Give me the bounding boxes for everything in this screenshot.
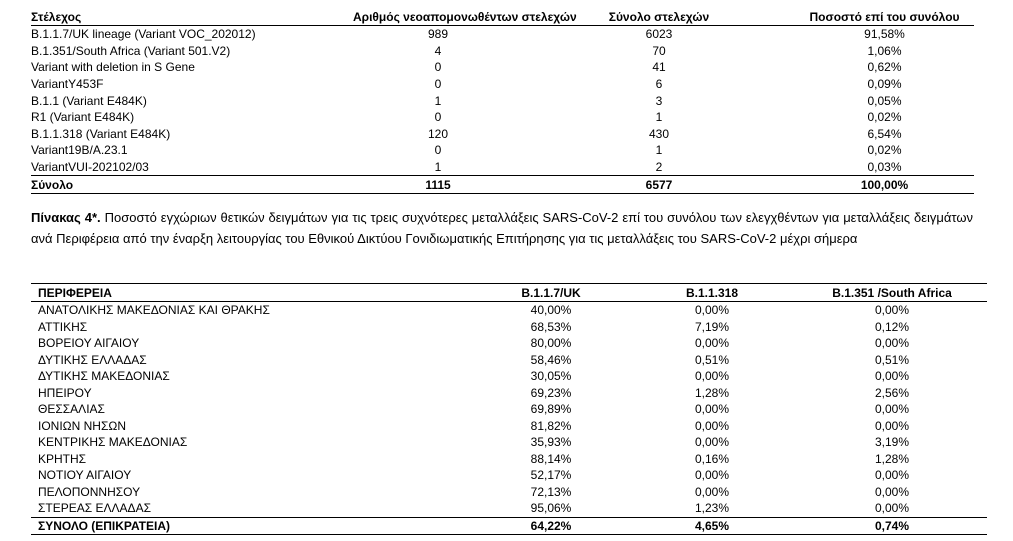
table-cell: 6023 (645, 27, 673, 42)
table-cell: 0,00% (874, 303, 910, 318)
table-cell: 7,19% (694, 319, 730, 334)
table-cell: 120 (427, 126, 449, 141)
table-cell: VariantY453F (31, 77, 104, 92)
table-cell: 6,54% (867, 126, 902, 141)
column-header-new-isolates: Αριθμός νεοαπομονωθέντων στελεχών (353, 9, 577, 24)
table-cell: 0,51% (874, 352, 910, 367)
table-cell: 1 (655, 143, 663, 158)
table-cell: 70 (652, 43, 666, 58)
total-cell: 4,65% (627, 517, 797, 535)
table-row (31, 109, 974, 126)
table-row (31, 385, 987, 402)
table-cell: 72,13% (530, 484, 572, 499)
column-header-b117: B.1.1.7/UK (475, 284, 627, 302)
table-cell: 30,05% (530, 369, 572, 384)
column-header-total-strains: Σύνολο στελεχών (523, 8, 795, 26)
table-row (31, 302, 987, 319)
table-cell: ΔΥΤΙΚΗΣ ΜΑΚΕΔΟΝΙΑΣ (38, 369, 170, 384)
table-cell: ΝΟΤΙΟΥ ΑΙΓΑΙΟΥ (38, 468, 132, 483)
total-row (31, 517, 987, 535)
table-row (31, 368, 987, 385)
table-cell: 35,93% (530, 435, 572, 450)
table-cell: 88,14% (530, 451, 572, 466)
table-cell: 1 (655, 110, 663, 125)
table-cell: 0,03% (867, 160, 902, 175)
table-cell: 80,00% (530, 336, 572, 351)
total-cell: 64,22% (475, 517, 627, 535)
regions-table (31, 283, 987, 535)
table-cell: ΗΠΕΙΡΟΥ (38, 385, 92, 400)
table-cell: B.1.1.7/UK lineage (Variant VOC_202012) (31, 27, 256, 42)
table-cell: 0,00% (694, 468, 730, 483)
table-cell: R1 (Variant E484K) (31, 110, 135, 125)
table-cell: 0,02% (867, 143, 902, 158)
table-cell: Variant with deletion in S Gene (31, 60, 195, 75)
table-row (31, 352, 987, 369)
column-header-strain: Στέλεχος (31, 8, 353, 26)
table-cell: 0,00% (694, 336, 730, 351)
table-row (31, 319, 987, 336)
table-cell: 0,00% (874, 336, 910, 351)
table-cell: 1 (434, 160, 442, 175)
table-row (31, 467, 987, 484)
table-cell: 91,58% (864, 27, 905, 42)
table-cell: 1,23% (694, 501, 730, 516)
table-cell: 0,00% (694, 484, 730, 499)
table-cell: 0 (434, 77, 442, 92)
table-cell: VariantVUI-202102/03 (31, 160, 149, 175)
table-cell: 69,23% (530, 385, 572, 400)
table-cell: B.1.1 (Variant E484K) (31, 93, 147, 108)
table-cell: 0,12% (874, 319, 910, 334)
table-cell: 3,19% (874, 435, 910, 450)
table-cell: 989 (427, 27, 449, 42)
table-cell: 69,89% (530, 402, 572, 417)
table-cell: 0,00% (874, 484, 910, 499)
table-cell: 0 (434, 110, 442, 125)
table-row (31, 59, 974, 76)
caption-text: Ποσοστό εγχώριων θετικών δειγμάτων για τις τρεις συχνότερες μεταλλάξεις SARS-CoV-2 επί του συνόλου των ελεγχθέντων για μεταλλάξεις δειγμάτων ανά Περιφέρεια από την έναρξη λειτουργίας του Εθνικού Δικτύου Γονιδιωματικής Επιτήρησης για τις μεταλλάξεις του SARS-CoV-2 μέχρι σήμερα (31, 210, 973, 246)
table-cell: 430 (648, 126, 670, 141)
regions-table-body (31, 302, 987, 535)
table-cell: 52,17% (530, 468, 572, 483)
total-cell: 1115 (353, 176, 523, 194)
table-cell: 0,02% (867, 110, 902, 125)
table-cell: 81,82% (530, 418, 572, 433)
table-header-row (31, 8, 974, 26)
column-header-b1351: B.1.351 /South Africa (797, 284, 987, 302)
table-cell: 6 (655, 77, 663, 92)
table-cell: 1,06% (867, 43, 902, 58)
table-caption (31, 207, 973, 249)
table-cell: 0,00% (874, 369, 910, 384)
total-cell: 6577 (523, 176, 795, 194)
column-header-b11318: B.1.1.318 (627, 284, 797, 302)
table-row (31, 418, 987, 435)
total-cell: ΣΥΝΟΛΟ (ΕΠΙΚΡΑΤΕΙΑ) (31, 517, 475, 535)
table-cell: 68,53% (530, 319, 572, 334)
table-row (31, 43, 974, 60)
column-header-region: ΠΕΡΙΦΕΡΕΙΑ (31, 284, 475, 302)
total-cell: 0,74% (797, 517, 987, 535)
table-cell: ΠΕΛΟΠΟΝΝΗΣΟΥ (38, 484, 141, 499)
table-cell: 0,00% (694, 303, 730, 318)
table-cell: 0,00% (874, 402, 910, 417)
table-cell: ΙΟΝΙΩΝ ΝΗΣΩΝ (38, 418, 127, 433)
table-cell: 0,00% (874, 418, 910, 433)
table-row (31, 451, 987, 468)
table-row (31, 484, 987, 501)
total-cell: 100,00% (795, 176, 974, 194)
table-row (31, 401, 987, 418)
table-cell: 1,28% (874, 451, 910, 466)
table-row (31, 92, 974, 109)
variants-table (31, 8, 974, 194)
table-cell: ΑΝΑΤΟΛΙΚΗΣ ΜΑΚΕΔΟΝΙΑΣ ΚΑΙ ΘΡΑΚΗΣ (38, 303, 270, 318)
table-cell: 41 (652, 60, 666, 75)
table-row (31, 126, 974, 143)
column-header-percentage: Ποσοστό επί του συνόλου (795, 8, 974, 26)
caption-label: Πίνακας 4*. (31, 210, 101, 225)
table-cell: ΚΡΗΤΗΣ (38, 451, 87, 466)
table-row (31, 142, 974, 159)
table-cell: 40,00% (530, 303, 572, 318)
table-cell: 3 (655, 93, 663, 108)
table-cell: 0,00% (694, 418, 730, 433)
table-cell: ΘΕΣΣΑΛΙΑΣ (38, 402, 105, 417)
table-cell: Variant19B/A.23.1 (31, 143, 128, 158)
table-cell: 0 (434, 60, 442, 75)
table-row (31, 26, 974, 43)
table-row (31, 434, 987, 451)
table-row (31, 335, 987, 352)
table-cell: 58,46% (530, 352, 572, 367)
table-cell: ΒΟΡΕΙΟΥ ΑΙΓΑΙΟΥ (38, 336, 140, 351)
table-cell: 0,00% (874, 468, 910, 483)
table-cell: B.1.351/South Africa (Variant 501.V2) (31, 43, 231, 58)
table-cell: ΔΥΤΙΚΗΣ ΕΛΛΑΔΑΣ (38, 352, 147, 367)
table-row (31, 159, 974, 176)
table-cell: 0,00% (694, 402, 730, 417)
table-cell: 0,05% (867, 93, 902, 108)
table-cell: ΑΤΤΙΚΗΣ (38, 319, 88, 334)
table-cell: 2 (655, 160, 663, 175)
total-cell: Σύνολο (31, 176, 353, 194)
table-row (31, 76, 974, 93)
table-row (31, 500, 987, 517)
table-cell: 0,16% (694, 451, 730, 466)
table-cell: ΚΕΝΤΡΙΚΗΣ ΜΑΚΕΔΟΝΙΑΣ (38, 435, 188, 450)
table-cell: 4 (434, 43, 442, 58)
table-cell: B.1.1.318 (Variant E484K) (31, 126, 171, 141)
table-header-row (31, 284, 987, 302)
table-cell: 95,06% (530, 501, 572, 516)
table-cell: ΣΤΕΡΕΑΣ ΕΛΛΑΔΑΣ (38, 501, 151, 516)
table-cell: 0,09% (867, 77, 902, 92)
table-cell: 2,56% (874, 385, 910, 400)
table-cell: 0,00% (694, 369, 730, 384)
variants-table-body (31, 26, 974, 194)
table-cell: 1 (434, 93, 442, 108)
total-row (31, 176, 974, 194)
table-cell: 0,51% (694, 352, 730, 367)
table-cell: 0,00% (694, 435, 730, 450)
table-cell: 0,00% (874, 501, 910, 516)
table-cell: 0,62% (867, 60, 902, 75)
table-cell: 0 (434, 143, 442, 158)
table-cell: 1,28% (694, 385, 730, 400)
